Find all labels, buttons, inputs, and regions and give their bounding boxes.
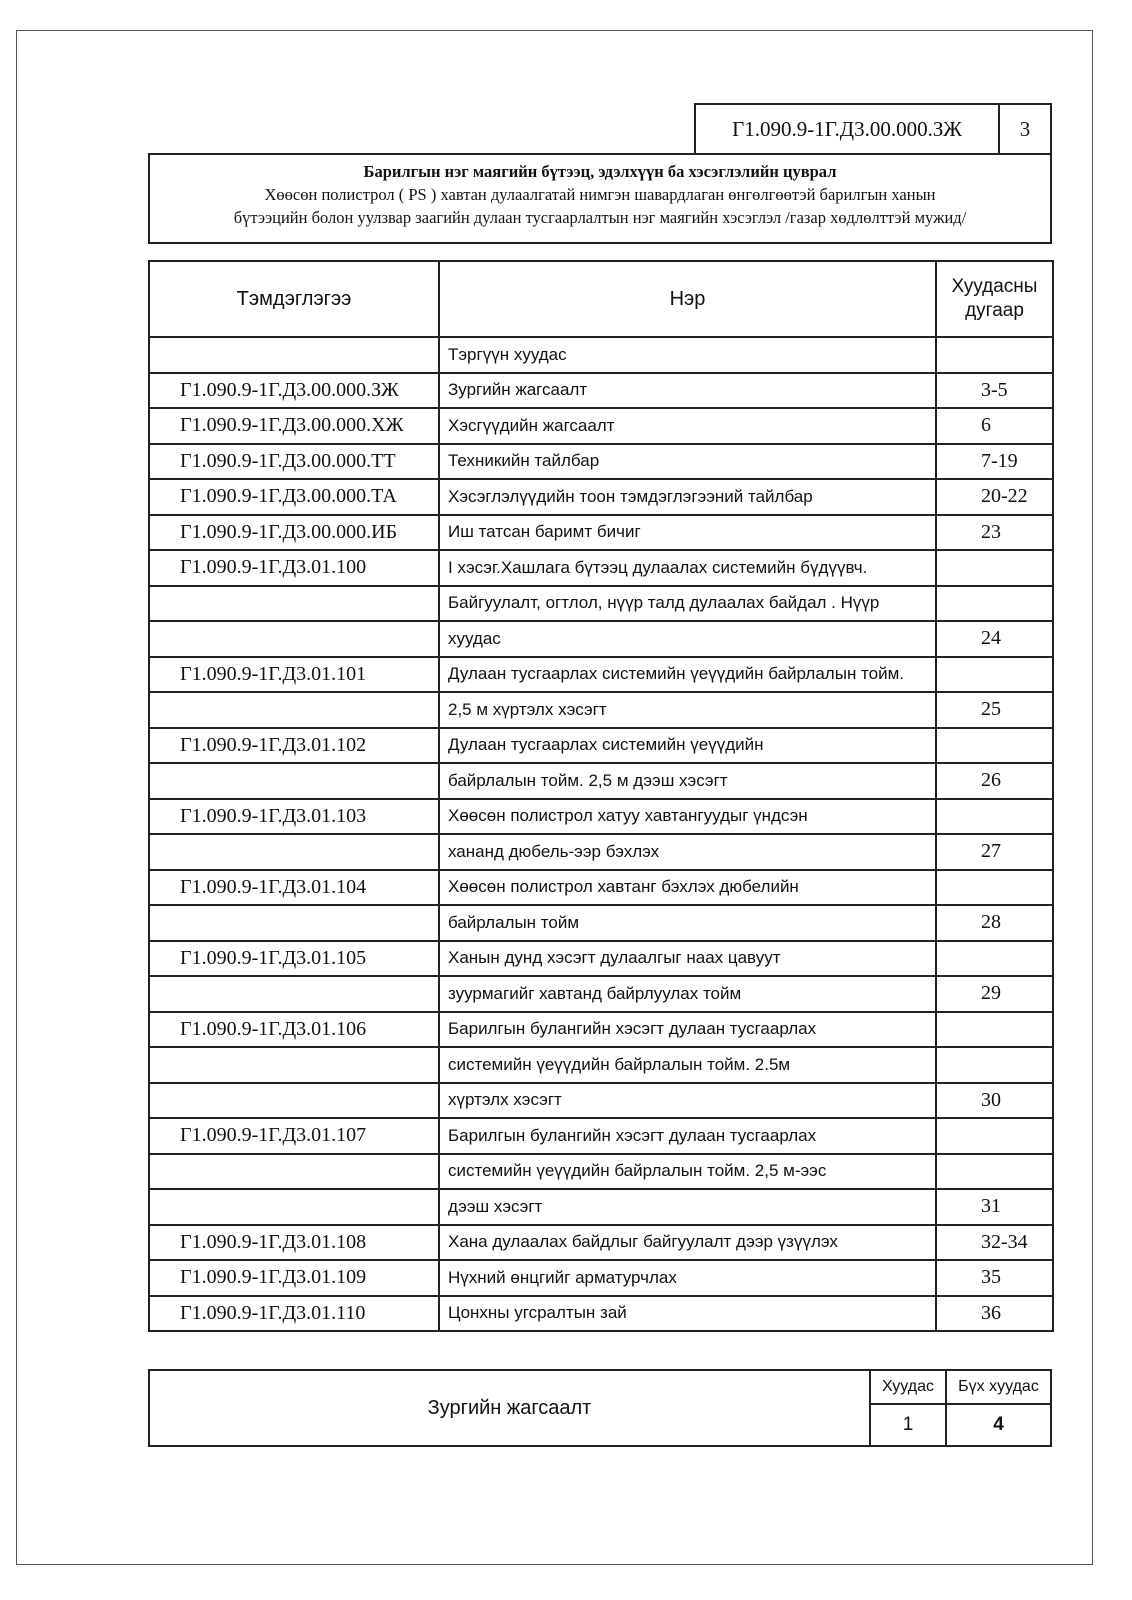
table-row <box>149 444 1053 480</box>
table-row <box>149 1225 1053 1261</box>
row-page: 25 <box>936 692 1053 728</box>
row-page: 27 <box>936 834 1053 870</box>
table-row <box>149 621 1053 657</box>
row-name: Тэргүүн хуудас <box>439 337 936 373</box>
row-page: 29 <box>936 976 1053 1012</box>
table-row <box>149 1118 1053 1154</box>
table-row <box>149 1154 1053 1190</box>
table-row <box>149 337 1053 373</box>
table-row <box>149 763 1053 799</box>
title-block <box>148 1369 1052 1447</box>
row-name: байрлалын тойм. 2,5 м дээш хэсэгт <box>439 763 936 799</box>
table-row <box>149 834 1053 870</box>
row-page <box>936 1154 1053 1190</box>
row-page: 35 <box>936 1260 1053 1296</box>
row-name: Хана дулаалах байдлыг байгуулалт дээр үзүүлэх <box>439 1225 936 1261</box>
row-name: Байгуулалт, огтлол, нүүр талд дулаалах байдал . Нүүр <box>439 586 936 622</box>
row-page: 7-19 <box>936 444 1053 480</box>
row-page: 26 <box>936 763 1053 799</box>
table-row <box>149 728 1053 764</box>
table-row <box>149 692 1053 728</box>
row-page <box>936 586 1053 622</box>
row-name: Хэсэглэлүүдийн тоон тэмдэглэгээний тайлбар <box>439 479 936 515</box>
row-name: хананд дюбель-ээр бэхлэх <box>439 834 936 870</box>
row-designation: Г1.090.9-1Г.Д3.00.000.ИБ <box>149 515 439 551</box>
row-designation: Г1.090.9-1Г.Д3.00.000.ХЖ <box>149 408 439 444</box>
column-header-designation: Тэмдэглэгээ <box>149 261 439 337</box>
table-row <box>149 1047 1053 1083</box>
table-row <box>149 905 1053 941</box>
row-name: Техникийн тайлбар <box>439 444 936 480</box>
table-row <box>149 1083 1053 1119</box>
header-description-line1: Хөөсөн полистрол ( PS ) хавтан дулаалгатай нимгэн шавардлаган өнгөлгөөтэй барилгын ханын <box>264 185 936 204</box>
row-page <box>936 1047 1053 1083</box>
row-page <box>936 1012 1053 1048</box>
row-designation <box>149 621 439 657</box>
row-name: Иш татсан баримт бичиг <box>439 515 936 551</box>
table-row <box>149 373 1053 409</box>
row-page: 6 <box>936 408 1053 444</box>
row-page <box>936 728 1053 764</box>
row-name: Барилгын булангийн хэсэгт дулаан тусгаарлах <box>439 1118 936 1154</box>
header-series-title: Барилгын нэг маягийн бүтээц, эдэлхүүн ба хэсэглэлийн цуврал <box>363 162 837 181</box>
row-page <box>936 1118 1053 1154</box>
row-page: 30 <box>936 1083 1053 1119</box>
row-page: 3-5 <box>936 373 1053 409</box>
total-sheets-label: Бүх хуудас <box>946 1370 1051 1404</box>
table-row <box>149 976 1053 1012</box>
row-page <box>936 657 1053 693</box>
row-page <box>936 941 1053 977</box>
row-designation: Г1.090.9-1Г.Д3.00.000.ЗЖ <box>149 373 439 409</box>
sheet-number: 1 <box>870 1404 946 1446</box>
row-name: Дулаан тусгаарлах системийн үеүүдийн <box>439 728 936 764</box>
row-designation: Г1.090.9-1Г.Д3.01.110 <box>149 1296 439 1332</box>
table-row <box>149 941 1053 977</box>
row-page: 28 <box>936 905 1053 941</box>
table-row <box>149 1012 1053 1048</box>
table-row <box>149 799 1053 835</box>
table-row <box>149 408 1053 444</box>
row-designation: Г1.090.9-1Г.Д3.01.104 <box>149 870 439 906</box>
row-name: Хэсгүүдийн жагсаалт <box>439 408 936 444</box>
row-designation <box>149 905 439 941</box>
row-designation: Г1.090.9-1Г.Д3.00.000.ТА <box>149 479 439 515</box>
row-designation: Г1.090.9-1Г.Д3.01.107 <box>149 1118 439 1154</box>
table-header-row <box>149 261 1053 337</box>
row-page <box>936 799 1053 835</box>
table-row <box>149 479 1053 515</box>
column-header-name: Нэр <box>439 261 936 337</box>
stamp-page-number: 3 <box>1019 116 1031 141</box>
row-designation: Г1.090.9-1Г.Д3.01.109 <box>149 1260 439 1296</box>
row-page: 23 <box>936 515 1053 551</box>
row-designation: Г1.090.9-1Г.Д3.01.101 <box>149 657 439 693</box>
row-name: байрлалын тойм <box>439 905 936 941</box>
sheet-stamp <box>694 103 1052 155</box>
row-page: 36 <box>936 1296 1053 1332</box>
row-designation <box>149 1083 439 1119</box>
title-block-name: Зургийн жагсаалт <box>149 1370 870 1446</box>
row-name: системийн үеүүдийн байрлалын тойм. 2,5 м-ээс <box>439 1154 936 1190</box>
row-designation: Г1.090.9-1Г.Д3.01.106 <box>149 1012 439 1048</box>
stamp-code: Г1.090.9-1Г.Д3.00.000.ЗЖ <box>696 105 1000 153</box>
row-name: Ханын дунд хэсэгт дулаалгыг наах цавуут <box>439 941 936 977</box>
table-row <box>149 515 1053 551</box>
row-page: 32-34 <box>936 1225 1053 1261</box>
table-row <box>149 550 1053 586</box>
table-row <box>149 1296 1053 1332</box>
document-header <box>148 153 1052 244</box>
row-designation <box>149 834 439 870</box>
table-row <box>149 870 1053 906</box>
sheet-label: Хуудас <box>870 1370 946 1404</box>
row-designation <box>149 692 439 728</box>
row-name: Нүхний өнцгийг арматурчлах <box>439 1260 936 1296</box>
row-name: хүртэлх хэсэгт <box>439 1083 936 1119</box>
header-description-line2: бүтээцийн болон уулзвар заагийн дулаан тусгаарлалтын нэг маягийн хэсэглэл /газар хөдлөлттэй мужид/ <box>233 208 967 227</box>
total-sheets: 4 <box>946 1404 1051 1446</box>
row-page: 20-22 <box>936 479 1053 515</box>
table-row <box>149 1260 1053 1296</box>
row-designation: Г1.090.9-1Г.Д3.01.100 <box>149 550 439 586</box>
row-designation <box>149 337 439 373</box>
row-designation <box>149 1189 439 1225</box>
row-designation: Г1.090.9-1Г.Д3.01.108 <box>149 1225 439 1261</box>
row-designation: Г1.090.9-1Г.Д3.01.102 <box>149 728 439 764</box>
row-name: Зургийн жагсаалт <box>439 373 936 409</box>
row-designation: Г1.090.9-1Г.Д3.01.103 <box>149 799 439 835</box>
row-name: хуудас <box>439 621 936 657</box>
row-name: Хөөсөн полистрол хатуу хавтангуудыг үндсэн <box>439 799 936 835</box>
row-page: 24 <box>936 621 1053 657</box>
row-designation: Г1.090.9-1Г.Д3.01.105 <box>149 941 439 977</box>
row-designation <box>149 1047 439 1083</box>
row-designation <box>149 1154 439 1190</box>
row-name: зуурмагийг хавтанд байрлуулах тойм <box>439 976 936 1012</box>
row-name: Хөөсөн полистрол хавтанг бэхлэх дюбелийн <box>439 870 936 906</box>
drawing-list-table <box>148 260 1054 1332</box>
row-name: дээш хэсэгт <box>439 1189 936 1225</box>
table-row <box>149 657 1053 693</box>
row-name: Барилгын булангийн хэсэгт дулаан тусгаарлах <box>439 1012 936 1048</box>
row-designation: Г1.090.9-1Г.Д3.00.000.ТТ <box>149 444 439 480</box>
row-page: 31 <box>936 1189 1053 1225</box>
row-page <box>936 550 1053 586</box>
row-designation <box>149 586 439 622</box>
row-designation <box>149 976 439 1012</box>
table-row <box>149 1189 1053 1225</box>
row-name: Цонхны угсралтын зай <box>439 1296 936 1332</box>
row-name: 2,5 м хүртэлх хэсэгт <box>439 692 936 728</box>
row-name: Дулаан тусгаарлах системийн үеүүдийн байрлалын тойм. <box>439 657 936 693</box>
table-row <box>149 586 1053 622</box>
row-page <box>936 870 1053 906</box>
row-name: I хэсэг.Хашлага бүтээц дулаалах системийн бүдүүвч. <box>439 550 936 586</box>
row-designation <box>149 763 439 799</box>
row-page <box>936 337 1053 373</box>
row-name: системийн үеүүдийн байрлалын тойм. 2.5м <box>439 1047 936 1083</box>
column-header-page: Хуудасны дугаар <box>936 261 1053 337</box>
